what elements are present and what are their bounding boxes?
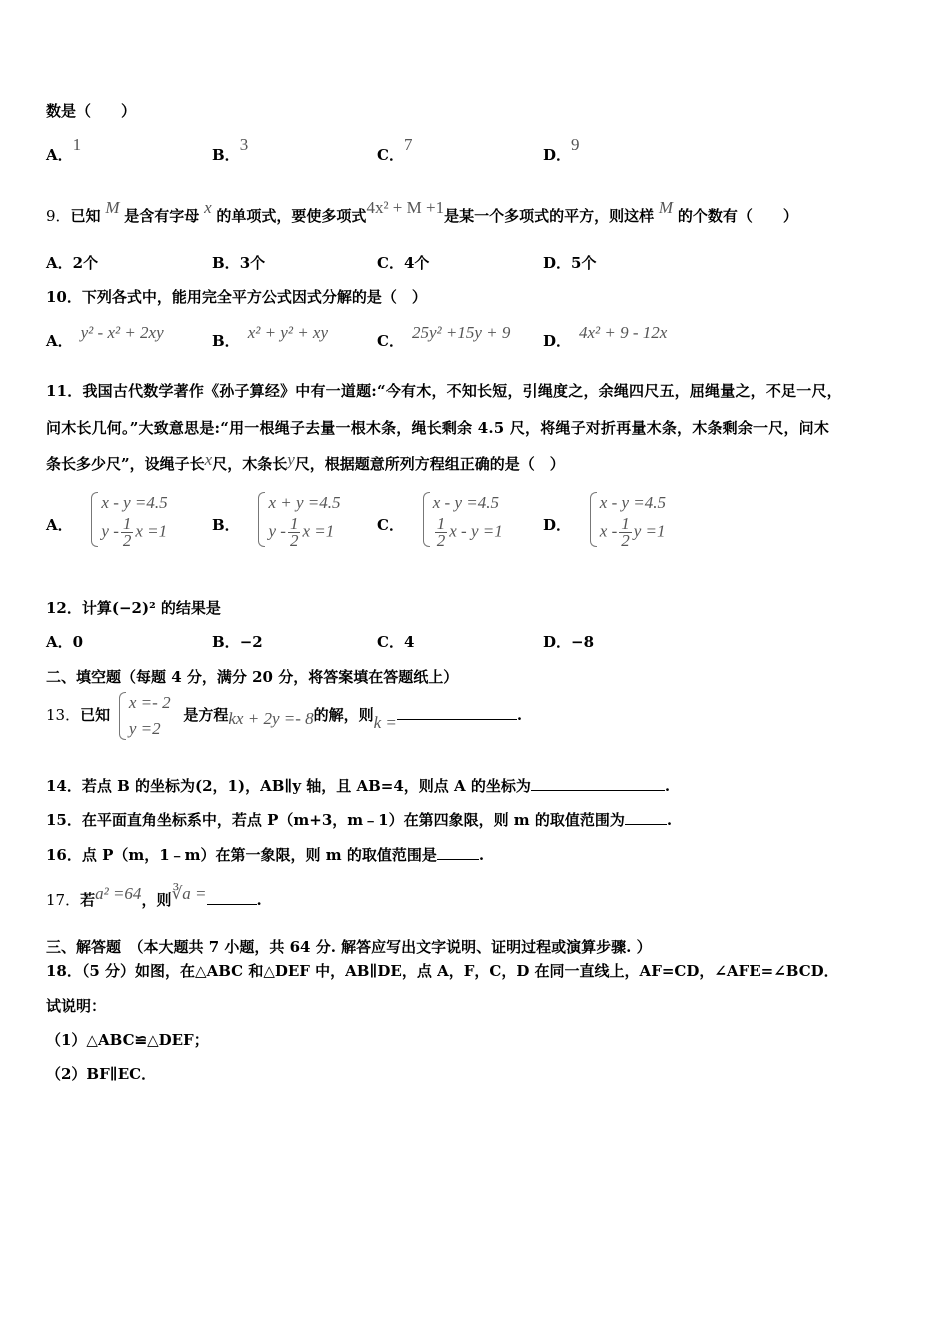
q12-option-d: D．−8: [543, 633, 595, 651]
q9-option-a: A．2个: [46, 254, 99, 272]
q8-tail-text: 数是（ ）: [46, 102, 137, 120]
q12-option-a: A．0: [46, 633, 84, 651]
q10-option-b: B． x² + y² + xy: [212, 323, 329, 350]
q11-line-1: 11．我国古代数学著作《孙子算经》中有一道题:“今有木，不知长短，引绳度之，余绳四尺五，屈绳量之，不足一尺，: [46, 382, 842, 400]
q8-option-b: B．3: [212, 135, 249, 164]
q12-option-b: B．−2: [212, 633, 263, 651]
q10-option-d: D． 4x² + 9 - 12x: [543, 323, 668, 350]
q17-question: 17．若a² =64，则∛a = .: [46, 884, 262, 909]
q9-question: 9．已知 M 是含有字母 x 的单项式，要使多项式4x² + M +1是某一个多项式的平方，则这样 M 的个数有（ ）: [46, 198, 798, 225]
q12-option-c: C．4: [377, 633, 415, 651]
q15-question: 15．在平面直角坐标系中，若点 P（m+3，m﹣1）在第四象限，则 m 的取值范围为 .: [46, 808, 672, 831]
q18-line-2: 试说明：: [46, 997, 107, 1015]
section-2-heading: 二、填空题（每题 4 分，满分 20 分，将答案填在答题纸上）: [46, 668, 459, 686]
q8-option-c: C．7: [377, 135, 413, 164]
q16-question: 16．点 P（m，1﹣m）在第一象限，则 m 的取值范围是 .: [46, 843, 484, 866]
q9-option-b: B．3个: [212, 254, 266, 272]
q10-option-c: C． 25y² +15y + 9: [377, 323, 511, 350]
q11-option-b: B． x + y =4.5 y - $\frac{1}{2}$ x =1: [212, 493, 341, 550]
q18-part-1: （1）△ABC≌△DEF；: [46, 1031, 209, 1049]
q11-line-3: 条长多少尺”，设绳子长x尺，木条长y尺，根据题意所列方程组正确的是（ ）: [46, 450, 565, 473]
q11-line-2: 问木长几何。”大致意思是:“用一根绳子去量一根木条，绳长剩余 4.5 尺，将绳子对折再量木条，木条剩余一尺，问木: [46, 419, 830, 437]
q13-question: 13．已知 x =- 2 y =2 是方程kx + 2y =- 8的解，则k = .: [46, 693, 523, 738]
q11-option-c: C． x - y =4.5 $\frac{1}{2}$ x - y =1: [377, 493, 503, 550]
q11-option-d: D． x - y =4.5 x - $\frac{1}{2}$ y =1: [543, 493, 667, 550]
q10-question: 10．下列各式中，能用完全平方公式因式分解的是（ ）: [46, 288, 427, 306]
q14-question: 14．若点 B 的坐标为(2，1)，AB∥y 轴，且 AB=4，则点 A 的坐标为 .: [46, 774, 670, 797]
q8-option-d: D．9: [543, 135, 580, 164]
q12-question: 12．计算(−2)² 的结果是: [46, 599, 221, 617]
q10-option-a: A． y² - x² + 2xy: [46, 323, 164, 350]
q8-option-a: A．1: [46, 135, 82, 164]
q9-option-c: C．4个: [377, 254, 430, 272]
q11-option-a: A． x - y =4.5 y - $\frac{1}{2}$ x =1: [46, 493, 168, 550]
q18-part-2: （2）BF∥EC．: [46, 1065, 157, 1083]
q18-line-1: 18．（5 分）如图，在△ABC 和△DEF 中，AB∥DE，点 A，F，C，D 在同一直线上，AF=CD，∠AFE=∠BCD．: [46, 962, 839, 980]
section-3-heading: 三、解答题 （本大题共 7 小题，共 64 分. 解答应写出文字说明、证明过程或演算步骤. ）: [46, 938, 652, 956]
q9-option-d: D．5个: [543, 254, 597, 272]
